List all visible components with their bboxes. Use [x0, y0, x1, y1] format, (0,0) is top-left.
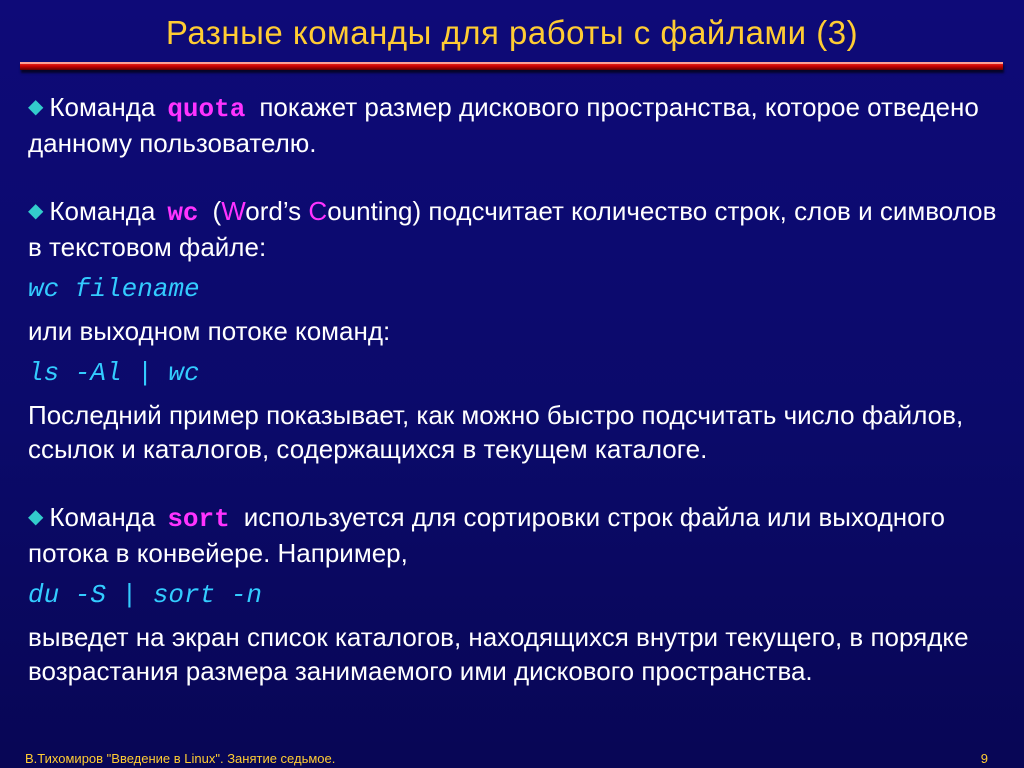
- wc-w-letter: W: [221, 196, 246, 226]
- slide-footer: В.Тихомиров "Введение в Linux". Занятие седьмое.: [25, 751, 336, 766]
- sort-paragraph: [28, 500, 1013, 570]
- sort-text: используется для сортировки строк файла или выходного потока в конвейере. Например,: [28, 502, 945, 568]
- title-divider: [20, 62, 1003, 70]
- sort-prefix: Команда: [49, 502, 156, 532]
- slide-title: Разные команды для работы с файлами (3): [165, 14, 859, 51]
- wc-paragraph: [28, 194, 1013, 264]
- wc-w-rest: ord’s: [245, 196, 309, 226]
- wc-middle-text: или выходном потоке команд:: [28, 316, 391, 346]
- quota-prefix: Команда: [49, 92, 156, 122]
- wc-paren-open: (: [212, 196, 222, 226]
- diamond-bullet-icon: ◆: [28, 96, 44, 118]
- page-number: 9: [980, 751, 988, 766]
- diamond-bullet-icon: ◆: [28, 506, 44, 528]
- slide-content: [28, 90, 1013, 688]
- sort-example: du -S | sort -n: [28, 580, 263, 610]
- wc-prefix: Команда: [49, 196, 156, 226]
- wc-example-pipe: ls -Al | wc: [28, 358, 200, 388]
- wc-after-text: Последний пример показывает, как можно быстро подсчитать число файлов, ссылок и каталогов, содержащихся в текущем каталоге.: [28, 400, 964, 464]
- sort-after-text: выведет на экран список каталогов, находящихся внутри текущего, в порядке возрастания размера занимаемого ими дискового пространства.: [28, 622, 969, 686]
- wc-c-letter: C: [308, 196, 328, 226]
- quota-text: покажет размер дискового пространства, которое отведено данному пользователю.: [28, 92, 979, 158]
- quota-paragraph: [28, 90, 1013, 160]
- sort-command: sort: [167, 504, 230, 534]
- diamond-bullet-icon: ◆: [28, 200, 44, 222]
- wc-c-rest: ounting): [327, 196, 422, 226]
- wc-example-filename: wc filename: [28, 274, 200, 304]
- wc-command: wc: [167, 198, 199, 228]
- wc-text: подсчитает количество строк, слов и символов в текстовом файле:: [28, 196, 997, 262]
- quota-command: quota: [167, 94, 246, 124]
